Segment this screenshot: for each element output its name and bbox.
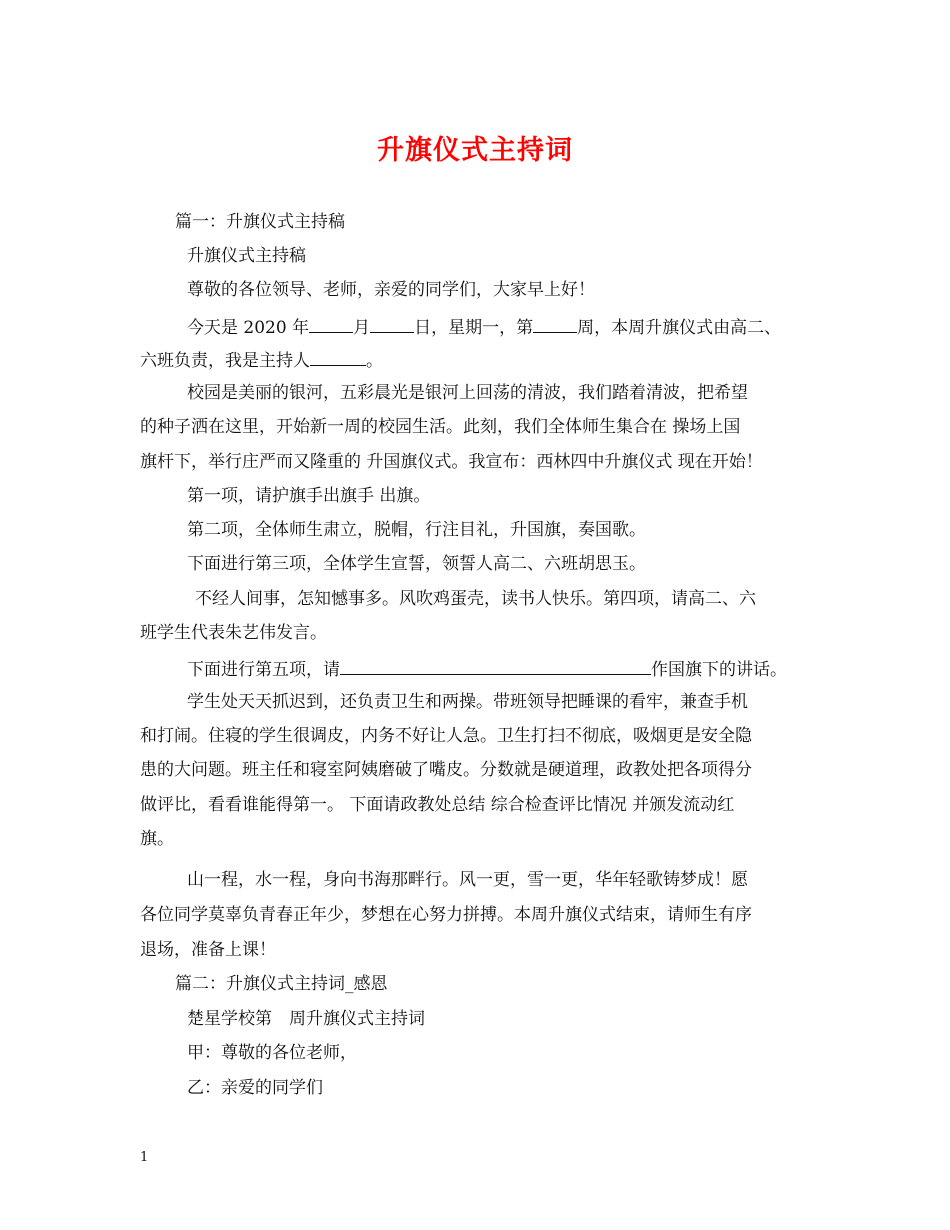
paragraph-line: 的种子洒在这里，开始新一周的校园生活。此刻，我们全体师生集合在 操场上国 (140, 417, 741, 437)
paragraph-line: 六班负责，我是主持人 。 (140, 348, 383, 371)
paragraph-line: 第一项，请护旗手出旗手 出旗。 (187, 486, 431, 506)
blank-field (533, 315, 577, 333)
paragraph-line: 第二项，全体师生肃立，脱帽，行注目礼，升国旗，奏国歌。 (187, 520, 646, 540)
blank-field (370, 315, 414, 333)
section-heading-2: 篇二：升旗仪式主持词_感恩 (175, 974, 388, 994)
paragraph-line: 患的大问题。班主任和寝室阿姨磨破了嘴皮。分数就是硬道理，政教处把各项得分 (140, 760, 752, 780)
dialogue-line: 甲：尊敬的各位老师， (187, 1043, 357, 1063)
paragraph-line: 山一程，水一程，身向书海那畔行。风一更，雪一更，华年轻歌铸梦成！愿 (187, 870, 748, 890)
document-title: 升旗仪式主持词 (377, 135, 573, 166)
paragraph-line: 退场，准备上课！ (140, 940, 276, 960)
paragraph-line: 做评比，看看谁能得第一。 下面请政教处总结 综合检查评比情况 并颁发流动红 (140, 795, 735, 815)
paragraph-line: 和打闹。住寝的学生很调皮，内务不好让人急。卫生打扫不彻底，吸烟更是安全隐 (140, 726, 752, 746)
blank-field (340, 657, 651, 675)
page-number: 1 (140, 1150, 149, 1165)
subheading: 升旗仪式主持稿 (187, 246, 306, 266)
paragraph-line: 旗。 (140, 829, 174, 849)
paragraph-line: 各位同学莫辜负青春正年少，梦想在心努力拼搏。本周升旗仪式结束，请师生有序 (140, 905, 752, 925)
subheading: 楚星学校第 周升旗仪式主持词 (187, 1009, 425, 1029)
paragraph-line: 下面进行第三项，全体学生宣誓，领誓人高二、六班胡思玉。 (187, 554, 646, 574)
blank-field (310, 348, 366, 366)
dialogue-line: 乙：亲爱的同学们 (187, 1078, 323, 1098)
paragraph-line: 班学生代表朱艺伟发言。 (140, 623, 327, 643)
paragraph-line: 不经人间事，怎知憾事多。风吹鸡蛋壳，读书人快乐。第四项，请高二、六 (195, 589, 756, 609)
blank-field (309, 315, 353, 333)
paragraph-line: 旗杆下，举行庄严而又隆重的 升国旗仪式。我宣布：西林四中升旗仪式 现在开始！ (140, 452, 763, 472)
paragraph-line: 校园是美丽的银河，五彩晨光是银河上回荡的清波，我们踏着清波，把希望 (187, 383, 748, 403)
section-heading-1: 篇一：升旗仪式主持稿 (175, 212, 345, 232)
greeting: 尊敬的各位领导、老师，亲爱的同学们，大家早上好！ (187, 280, 595, 300)
paragraph-line: 今天是 2020 年 月 日，星期一，第 周，本周升旗仪式由高二、 (187, 315, 781, 338)
paragraph-line: 下面进行第五项，请 作国旗下的讲话。 (187, 657, 787, 680)
paragraph-line: 学生处天天抓迟到，还负责卫生和两操。带班领导把睡课的看牢，兼查手机 (187, 692, 748, 712)
